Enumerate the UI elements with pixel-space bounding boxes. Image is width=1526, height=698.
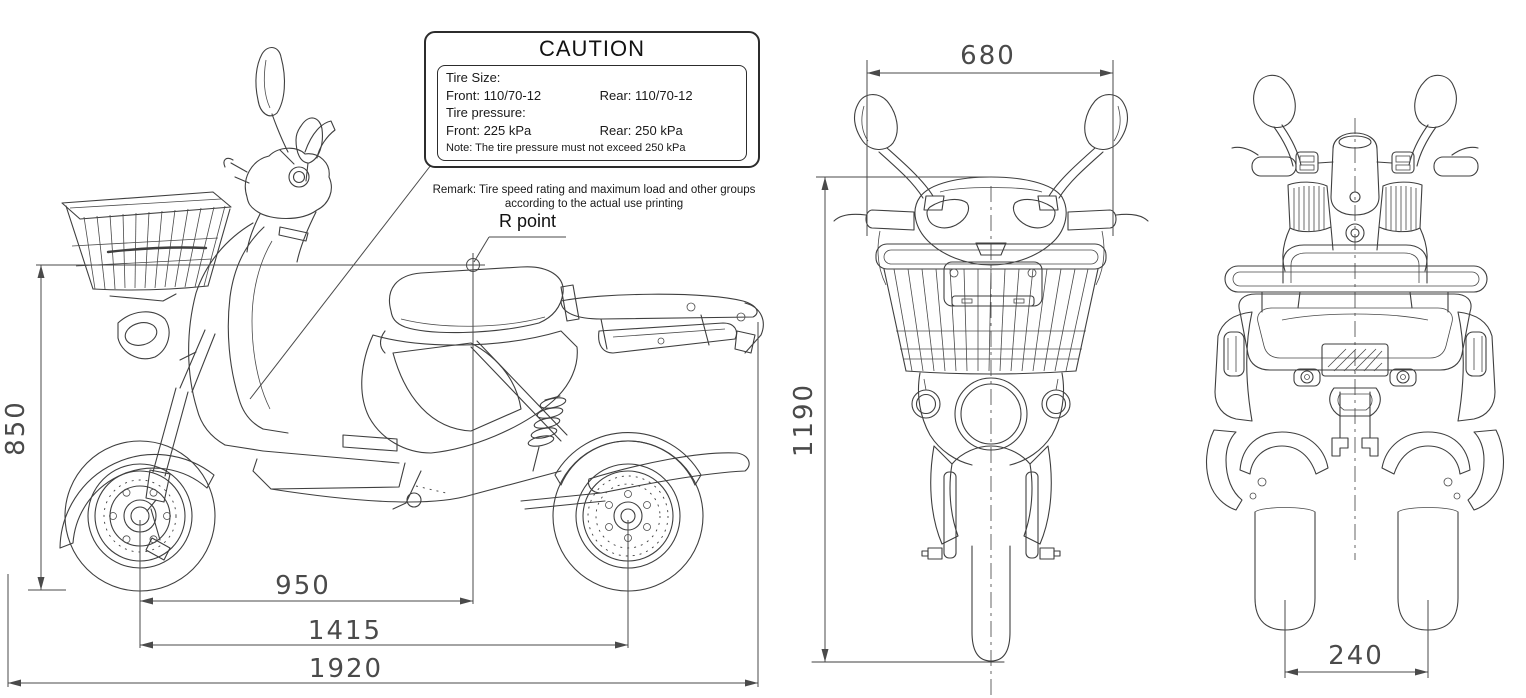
caution-leader-line <box>250 165 431 399</box>
front-fork <box>146 330 215 540</box>
rear-suspension <box>271 341 749 509</box>
tire-pressure-note: Note: The tire pressure must not exceed 250 kPa <box>446 142 686 154</box>
caution-tire-info <box>437 65 747 161</box>
body-side-panel <box>362 331 578 453</box>
side-mirrors <box>256 48 323 181</box>
front-view <box>812 95 1148 695</box>
dim-text-1415: 1415 <box>307 616 383 646</box>
tire-size-rear: Rear: 110/70-12 <box>599 87 693 103</box>
dim-text-850: 850 <box>1 400 31 456</box>
rear-fender-side <box>555 433 701 485</box>
tire-size-label: Tire Size: <box>446 70 501 85</box>
dim-text-1190: 1190 <box>789 382 819 458</box>
caution-box <box>424 31 760 168</box>
remark-note <box>428 183 760 211</box>
r-point-label: R point <box>499 211 557 231</box>
handlebar-headstock <box>224 121 335 262</box>
rear-view <box>1207 75 1504 630</box>
tire-size-front: Front: 110/70-12 <box>446 87 542 103</box>
seat <box>381 267 564 353</box>
front-basket <box>62 192 231 301</box>
dim-text-680: 680 <box>960 41 1016 71</box>
remark-line-1: Remark: Tire speed rating and maximum load and other groups <box>432 184 756 196</box>
rear-rack-side <box>561 285 763 353</box>
rear-rack <box>1225 245 1487 312</box>
tire-pressure-front: Front: 225 kPa <box>446 122 532 138</box>
remark-line-2: according to the actual use printing <box>504 198 684 210</box>
dim-text-1920: 1920 <box>308 654 384 684</box>
floorboard <box>253 435 405 489</box>
front-fender <box>60 454 214 548</box>
dim-text-950: 950 <box>275 571 331 601</box>
dim-text-240: 240 <box>1328 641 1384 671</box>
tire-pressure-label: Tire pressure: <box>446 105 526 120</box>
leg-shield <box>118 223 288 451</box>
tire-pressure-rear: Rear: 250 kPa <box>599 122 683 138</box>
rear-handlebar <box>1232 133 1478 215</box>
caution-title: CAUTION <box>539 36 645 61</box>
